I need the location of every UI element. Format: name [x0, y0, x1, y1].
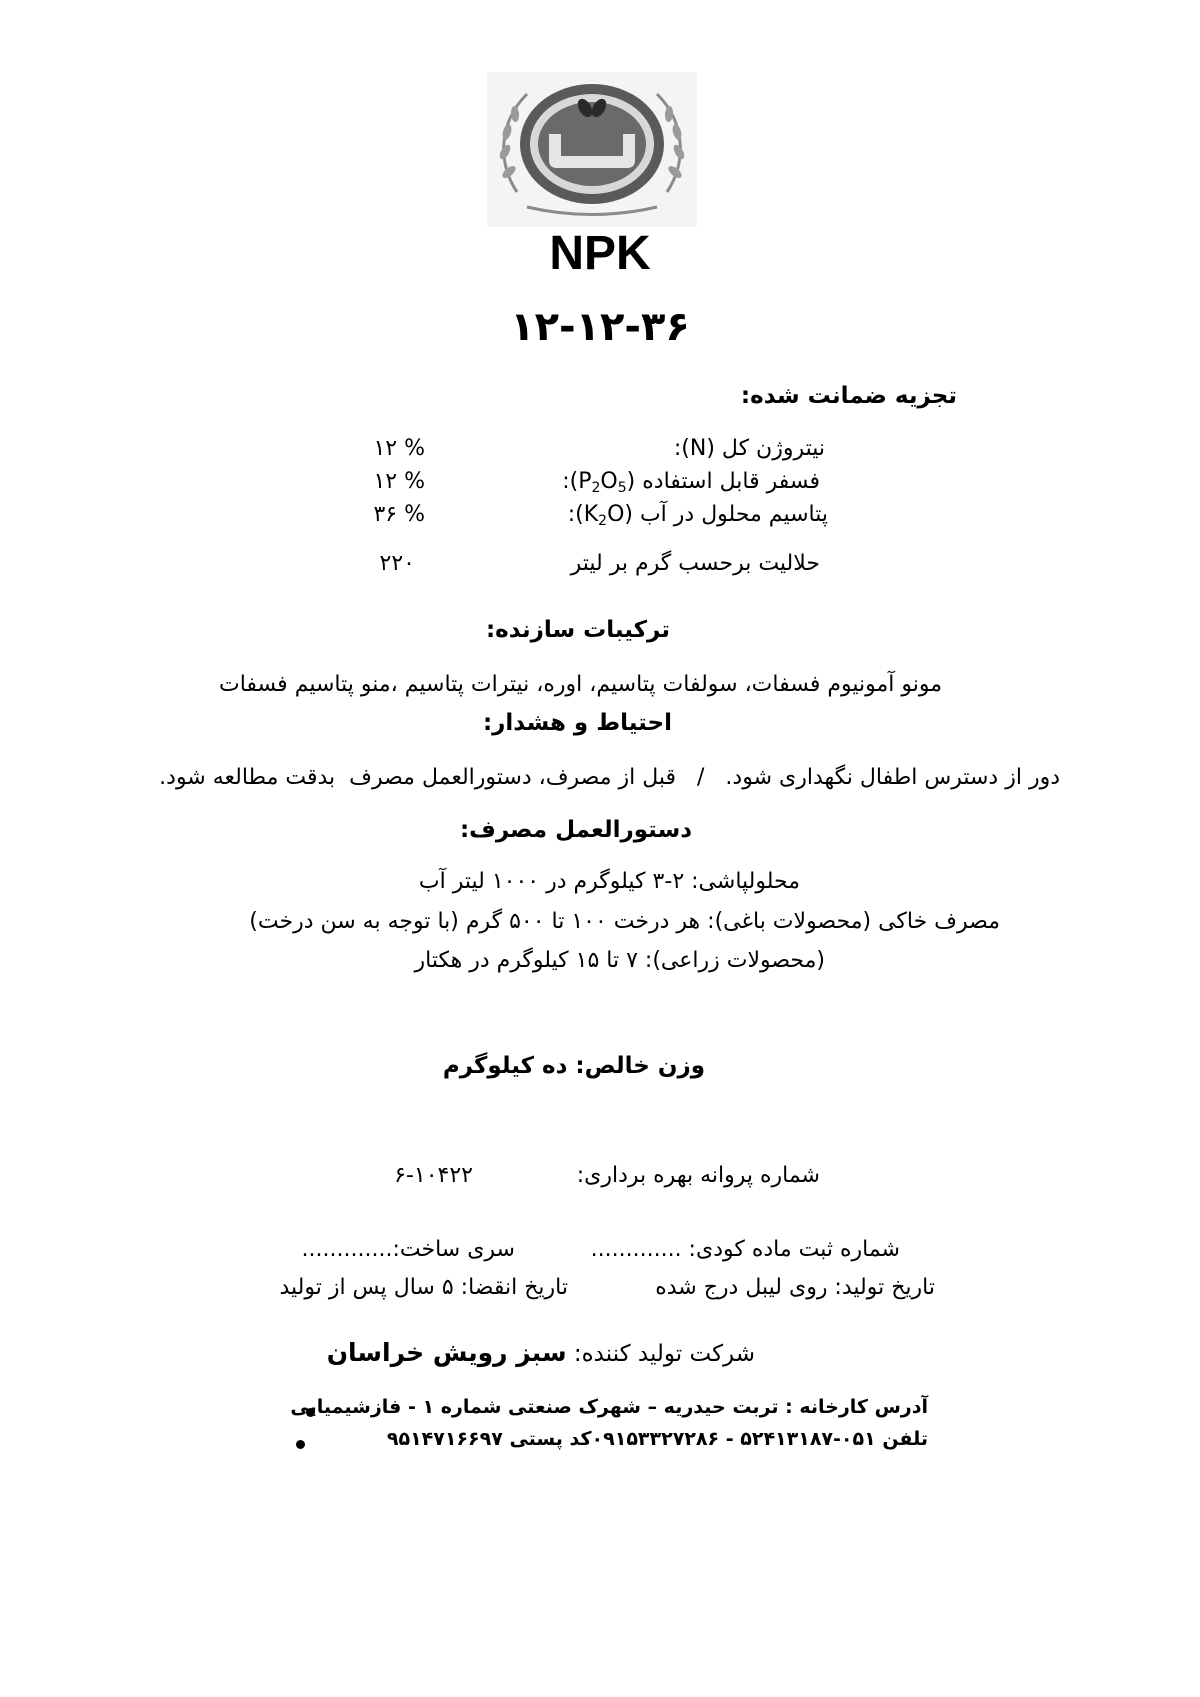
instructions-heading: دستورالعمل مصرف:: [459, 817, 692, 843]
subscript: 5: [617, 480, 627, 496]
instruction-line: مصرف خاکی (محصولات باغی): هر درخت ۱۰۰ تا ۵۰۰ گرم (با توجه به سن درخت): [249, 909, 1000, 934]
product-name: NPK: [549, 227, 651, 280]
license-label: شماره پروانه بهره برداری:: [576, 1163, 820, 1188]
batch-number: سری ساخت:.............: [301, 1237, 515, 1262]
bullet-icon: [296, 1440, 305, 1449]
analysis-value: ۳۶ %: [373, 502, 425, 527]
net-weight: وزن خالص: ده کیلوگرم: [442, 1053, 705, 1079]
subscript: 2: [598, 513, 608, 529]
analysis-label: پتاسیم محلول در آب (K: [583, 502, 828, 527]
registration-number: شماره ثبت ماده کودی: .............: [590, 1237, 900, 1262]
logo-emblem-icon: [487, 72, 697, 227]
analysis-label-end: O):: [567, 502, 625, 527]
license-value: ۶-۱۰۴۲۲: [394, 1163, 473, 1188]
manufacturer-name: سبز رویش خراسان: [326, 1338, 567, 1367]
analysis-row-nitrogen: [674, 436, 825, 461]
analysis-label-end: ):: [562, 469, 579, 494]
manufacturer-label: شرکت تولید کننده:: [573, 1341, 755, 1367]
factory-address: آدرس کارخانه : تربت حیدریه – شهرک صنعتی شماره ۱ - فازشیمیایی: [290, 1396, 928, 1418]
instruction-line: (محصولات زراعی): ۷ تا ۱۵ کیلوگرم در هکتار: [414, 948, 825, 973]
analysis-heading: تجزیه ضمانت شده:: [740, 383, 957, 409]
warning-heading: احتیاط و هشدار:: [482, 710, 672, 736]
ingredients-heading: ترکیبات سازنده:: [485, 617, 670, 643]
warning-text: دور از دسترس اطفال نگهداری شود. / قبل از مصرف، دستورالعمل مصرف بدقت مطالعه شود.: [159, 765, 1060, 790]
product-formula: ۱۲-۱۲-۳۶: [510, 304, 690, 350]
analysis-value: ۱۲ %: [373, 469, 425, 494]
company-logo: [487, 72, 697, 227]
analysis-label: فسفر قابل استفاده (P: [578, 469, 820, 494]
analysis-label: نیتروژن کل (N):: [673, 436, 825, 461]
analysis-row-phosphorus-label: [562, 469, 820, 496]
subscript: 2: [591, 480, 601, 496]
analysis-row-potassium: [568, 502, 828, 529]
manufacturer: [327, 1338, 755, 1367]
solubility-label: حلالیت برحسب گرم بر لیتر: [570, 551, 820, 576]
solubility-value: ۲۲۰: [379, 551, 415, 576]
production-date: تاریخ تولید: روی لیبل درج شده: [655, 1275, 935, 1300]
analysis-label-mid: O: [600, 469, 618, 494]
analysis-value: ۱۲ %: [373, 436, 425, 461]
expiry-date: تاریخ انقضا: ۵ سال پس از تولید: [279, 1275, 568, 1300]
ingredients-text: مونو آمونیوم فسفات، سولفات پتاسیم، اوره، نیترات پتاسیم ،منو پتاسیم فسفات: [219, 672, 942, 697]
contact-phone: تلفن ۰۵۱-۵۲۴۱۳۱۸۷ - ۰۹۱۵۳۳۲۷۲۸۶کد پستی ۹۵۱۴۷۱۶۶۹۷: [386, 1428, 928, 1450]
instruction-line: محلولپاشی: ۲-۳ کیلوگرم در ۱۰۰۰ لیتر آب: [418, 869, 800, 894]
